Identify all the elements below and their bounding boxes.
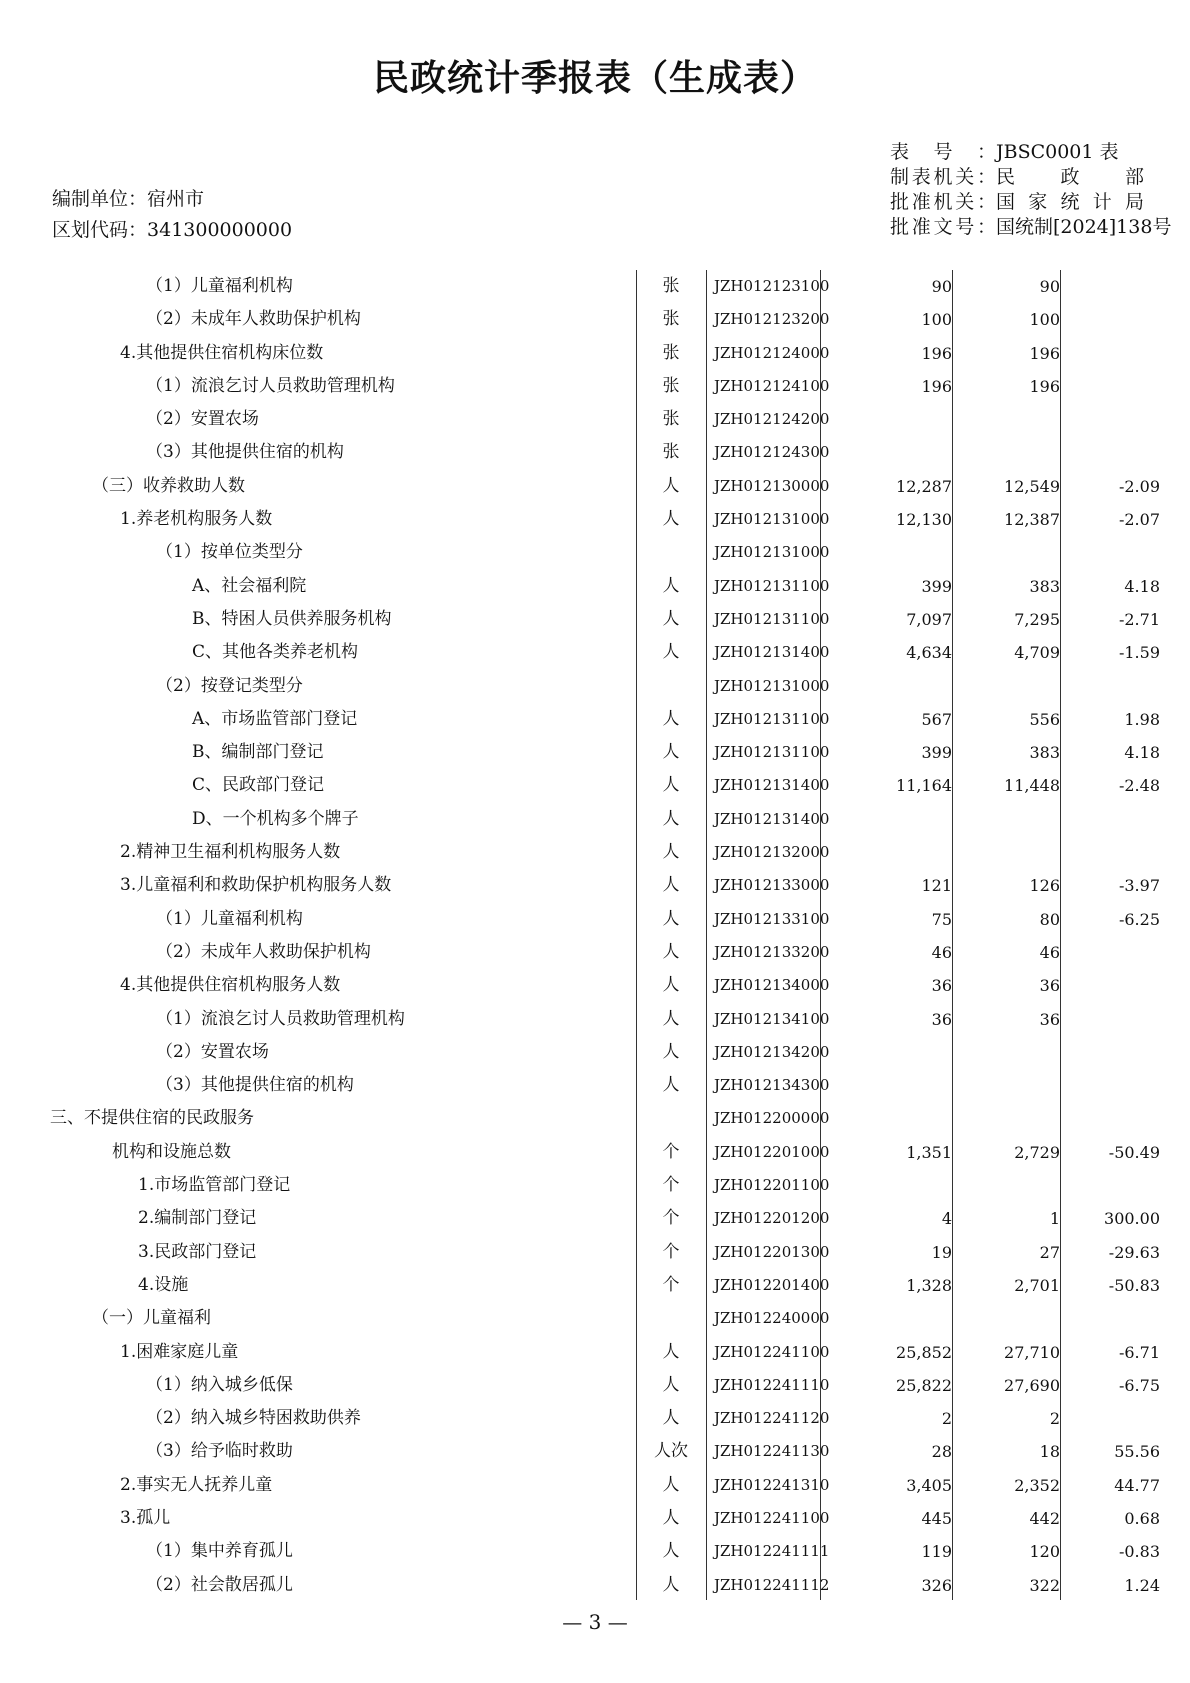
item-code: JZH012241310 xyxy=(714,1475,830,1494)
item-code: JZH012134200 xyxy=(714,1042,830,1061)
table-row xyxy=(0,1402,1190,1435)
previous-value: 2,352 xyxy=(1014,1475,1060,1495)
change-percent: -6.25 xyxy=(1118,909,1160,929)
current-value: 3,405 xyxy=(906,1475,952,1495)
meta-row xyxy=(890,190,1171,215)
table-row xyxy=(0,270,1190,303)
current-value: 2 xyxy=(941,1409,952,1429)
item-name: 2.编制部门登记 xyxy=(138,1208,257,1229)
previous-value: 11,448 xyxy=(1004,776,1060,796)
previous-value: 196 xyxy=(1029,343,1060,363)
item-code: JZH012133000 xyxy=(714,876,830,895)
item-code: JZH012201100 xyxy=(714,1176,830,1195)
previous-value: 196 xyxy=(1029,376,1060,396)
item-code: JZH012124100 xyxy=(714,376,830,395)
table-row xyxy=(0,436,1190,469)
table-row xyxy=(0,1569,1190,1602)
item-code: JZH012131000 xyxy=(714,543,830,562)
item-unit: 个 xyxy=(662,1274,680,1295)
table-row xyxy=(0,1336,1190,1369)
current-value: 36 xyxy=(931,1009,952,1029)
meta-key: 批准机关： xyxy=(890,191,996,213)
table-row xyxy=(0,736,1190,769)
table-row xyxy=(0,470,1190,503)
change-percent: 0.68 xyxy=(1124,1508,1160,1528)
table-row xyxy=(0,1136,1190,1169)
table-row xyxy=(0,1369,1190,1402)
item-code: JZH012131100 xyxy=(714,609,830,628)
item-unit: 个 xyxy=(662,1175,680,1196)
table-row xyxy=(0,1202,1190,1235)
item-name: B、特困人员供养服务机构 xyxy=(192,608,392,629)
previous-value xyxy=(952,803,1060,836)
previous-value: 100 xyxy=(1029,310,1060,330)
item-code: JZH012134100 xyxy=(714,1009,830,1028)
change-percent xyxy=(1060,303,1160,336)
item-unit: 人 xyxy=(662,1507,680,1528)
current-value xyxy=(830,403,952,436)
previous-value: 126 xyxy=(1029,876,1060,896)
item-code: JZH012131400 xyxy=(714,776,830,795)
meta-key: 制表机关： xyxy=(890,166,996,188)
current-value: 4,634 xyxy=(906,643,952,663)
item-name: B、编制部门登记 xyxy=(192,742,324,763)
change-percent: -50.83 xyxy=(1108,1275,1160,1295)
page-title: 民政统计季报表（生成表） xyxy=(372,58,817,99)
change-percent xyxy=(1060,1402,1160,1435)
change-percent: 55.56 xyxy=(1114,1442,1160,1462)
previous-value: 18 xyxy=(1039,1442,1060,1462)
current-value xyxy=(830,1102,952,1135)
table-row xyxy=(0,1036,1190,1069)
change-percent: 300.00 xyxy=(1104,1209,1160,1229)
table-row xyxy=(0,1435,1190,1468)
current-value: 25,822 xyxy=(896,1375,952,1395)
table-row xyxy=(0,603,1190,636)
item-unit: 人 xyxy=(662,608,680,629)
item-code: JZH012131100 xyxy=(714,743,830,762)
statistics-table xyxy=(0,270,1190,1602)
current-value xyxy=(830,536,952,569)
item-name: 3.民政部门登记 xyxy=(138,1241,257,1262)
item-unit: 张 xyxy=(662,276,680,296)
current-value xyxy=(830,670,952,703)
table-row xyxy=(0,670,1190,703)
change-percent xyxy=(1060,836,1160,869)
change-percent: -2.48 xyxy=(1118,776,1160,796)
table-row xyxy=(0,337,1190,370)
table-row xyxy=(0,1236,1190,1269)
current-value: 11,164 xyxy=(896,776,952,796)
item-code: JZH012241120 xyxy=(714,1409,830,1428)
item-unit: 人 xyxy=(662,808,680,829)
compiling-unit: 编制单位：宿州市 xyxy=(52,188,205,210)
table-row xyxy=(0,1102,1190,1135)
table-row xyxy=(0,1469,1190,1502)
item-name: 3.孤儿 xyxy=(120,1507,171,1528)
change-percent: -6.71 xyxy=(1118,1342,1160,1362)
current-value: 100 xyxy=(921,310,952,330)
header-right-info xyxy=(890,140,1171,240)
item-name: 4.设施 xyxy=(138,1274,189,1295)
previous-value: 27,710 xyxy=(1004,1342,1060,1362)
previous-value xyxy=(952,436,1060,469)
item-name: 2.精神卫生福利机构服务人数 xyxy=(120,842,341,863)
previous-value xyxy=(952,1036,1060,1069)
item-code: JZH012131100 xyxy=(714,576,830,595)
item-unit: 人 xyxy=(662,509,680,530)
item-unit: 人 xyxy=(662,975,680,996)
item-name: （2）安置农场 xyxy=(156,1041,269,1062)
table-row xyxy=(0,803,1190,836)
item-code: JZH012134000 xyxy=(714,976,830,995)
current-value: 19 xyxy=(931,1242,952,1262)
table-row xyxy=(0,1502,1190,1535)
item-name: （三）收养救助人数 xyxy=(92,475,245,496)
item-code: JZH012123100 xyxy=(714,277,830,295)
item-name: （2）按登记类型分 xyxy=(156,675,303,696)
item-unit: 张 xyxy=(662,409,680,430)
item-unit: 人 xyxy=(662,1408,680,1429)
previous-value: 120 xyxy=(1029,1542,1060,1562)
change-percent: 44.77 xyxy=(1114,1475,1160,1495)
current-value: 46 xyxy=(931,942,952,962)
meta-value: JBSC0001 表 xyxy=(996,141,1119,163)
change-percent xyxy=(1060,337,1160,370)
item-unit: 人 xyxy=(662,941,680,962)
meta-value: 国统制[2024]138号 xyxy=(996,216,1172,238)
change-percent: 4.18 xyxy=(1124,743,1160,763)
change-percent: -2.71 xyxy=(1118,609,1160,629)
previous-value: 12,549 xyxy=(1004,476,1060,496)
change-percent xyxy=(1060,1102,1160,1135)
item-name: 3.儿童福利和救助保护机构服务人数 xyxy=(120,875,392,896)
current-value: 399 xyxy=(921,743,952,763)
previous-value: 12,387 xyxy=(1004,510,1060,530)
item-unit: 人 xyxy=(662,575,680,596)
item-unit: 人 xyxy=(662,1374,680,1395)
table-row xyxy=(0,503,1190,536)
previous-value: 383 xyxy=(1029,576,1060,596)
item-name: （2）社会散居孤儿 xyxy=(146,1574,293,1595)
item-name: 三、不提供住宿的民政服务 xyxy=(50,1108,254,1129)
change-percent xyxy=(1060,270,1160,303)
table-row xyxy=(0,570,1190,603)
current-value: 121 xyxy=(921,876,952,896)
previous-value xyxy=(952,836,1060,869)
table-row xyxy=(0,936,1190,969)
previous-value: 442 xyxy=(1029,1508,1060,1528)
previous-value: 90 xyxy=(1039,277,1060,296)
item-name: A、市场监管部门登记 xyxy=(192,708,358,729)
table-row xyxy=(0,703,1190,736)
item-unit: 人 xyxy=(662,1574,680,1595)
item-unit: 人 xyxy=(662,842,680,863)
current-value xyxy=(830,1169,952,1202)
table-row xyxy=(0,536,1190,569)
item-code: JZH012241100 xyxy=(714,1342,830,1361)
item-name: （3）其他提供住宿的机构 xyxy=(146,442,344,463)
change-percent xyxy=(1060,1069,1160,1102)
change-percent xyxy=(1060,436,1160,469)
item-code: JZH012241130 xyxy=(714,1442,830,1461)
table-row xyxy=(0,903,1190,936)
item-unit: 人 xyxy=(662,475,680,496)
current-value: 7,097 xyxy=(906,609,952,629)
previous-value: 2,701 xyxy=(1014,1275,1060,1295)
item-code: JZH012201200 xyxy=(714,1209,830,1228)
item-name: （3）其他提供住宿的机构 xyxy=(156,1075,354,1096)
change-percent: -2.09 xyxy=(1118,476,1160,496)
item-name: （1）儿童福利机构 xyxy=(156,908,303,929)
change-percent: -3.97 xyxy=(1118,876,1160,896)
item-unit xyxy=(636,670,706,703)
item-code: JZH012133200 xyxy=(714,942,830,961)
change-percent xyxy=(1060,1169,1160,1202)
item-code: JZH012131100 xyxy=(714,709,830,728)
item-name: （1）集中养育孤儿 xyxy=(146,1541,293,1562)
current-value: 75 xyxy=(931,909,952,929)
change-percent: -50.49 xyxy=(1108,1142,1160,1162)
change-percent: -2.07 xyxy=(1118,510,1160,530)
meta-key: 批准文号： xyxy=(890,216,996,238)
table-row xyxy=(0,636,1190,669)
change-percent: -6.75 xyxy=(1118,1375,1160,1395)
change-percent: -29.63 xyxy=(1108,1242,1160,1262)
table-row xyxy=(0,1003,1190,1036)
item-code: JZH012124000 xyxy=(714,343,830,362)
current-value: 445 xyxy=(921,1508,952,1528)
previous-value xyxy=(952,403,1060,436)
item-name: 机构和设施总数 xyxy=(112,1141,231,1162)
item-unit: 人 xyxy=(662,642,680,663)
current-value: 28 xyxy=(931,1442,952,1462)
change-percent xyxy=(1060,1302,1160,1335)
item-name: 1.困难家庭儿童 xyxy=(120,1341,239,1362)
item-unit: 人 xyxy=(662,908,680,929)
previous-value xyxy=(952,1302,1060,1335)
item-code: JZH012201300 xyxy=(714,1242,830,1261)
item-unit: 张 xyxy=(662,442,680,463)
item-unit: 张 xyxy=(662,309,680,330)
item-name: （1）流浪乞讨人员救助管理机构 xyxy=(146,375,395,396)
current-value: 90 xyxy=(931,277,952,296)
item-name: （3）给予临时救助 xyxy=(146,1441,293,1462)
change-percent xyxy=(1060,536,1160,569)
table-row xyxy=(0,769,1190,802)
current-value: 1,328 xyxy=(906,1275,952,1295)
meta-value: 国家统计局 xyxy=(996,191,1144,213)
table-row xyxy=(0,1069,1190,1102)
change-percent: 1.24 xyxy=(1124,1575,1160,1595)
change-percent xyxy=(1060,803,1160,836)
current-value xyxy=(830,1069,952,1102)
previous-value xyxy=(952,1069,1060,1102)
item-unit: 人 xyxy=(662,1075,680,1096)
meta-key: 表号： xyxy=(890,141,996,163)
item-code: JZH012133100 xyxy=(714,909,830,928)
item-name: （1）流浪乞讨人员救助管理机构 xyxy=(156,1008,405,1029)
item-name: 4.其他提供住宿机构服务人数 xyxy=(120,975,341,996)
previous-value: 7,295 xyxy=(1014,609,1060,629)
table-row xyxy=(0,303,1190,336)
item-code: JZH012131000 xyxy=(714,510,830,529)
meta-row xyxy=(890,165,1171,190)
item-code: JZH012124200 xyxy=(714,410,830,429)
item-code: JZH012131000 xyxy=(714,676,830,695)
item-name: D、一个机构多个牌子 xyxy=(192,808,359,829)
current-value: 25,852 xyxy=(896,1342,952,1362)
item-code: JZH012131400 xyxy=(714,809,830,828)
change-percent xyxy=(1060,670,1160,703)
current-value: 567 xyxy=(921,709,952,729)
item-unit: 人 xyxy=(662,875,680,896)
item-unit: 个 xyxy=(662,1241,680,1262)
item-name: （1）纳入城乡低保 xyxy=(146,1374,293,1395)
item-name: C、其他各类养老机构 xyxy=(192,642,359,663)
previous-value: 36 xyxy=(1039,1009,1060,1029)
current-value: 12,287 xyxy=(896,476,952,496)
current-value: 326 xyxy=(921,1575,952,1595)
previous-value xyxy=(952,1102,1060,1135)
table-row xyxy=(0,969,1190,1002)
current-value: 119 xyxy=(921,1542,952,1562)
item-unit: 个 xyxy=(662,1141,680,1162)
previous-value: 2 xyxy=(1049,1409,1060,1429)
change-percent xyxy=(1060,1036,1160,1069)
header-left-info xyxy=(52,184,292,246)
item-unit: 人 xyxy=(662,742,680,763)
current-value: 12,130 xyxy=(896,510,952,530)
change-percent xyxy=(1060,403,1160,436)
current-value xyxy=(830,803,952,836)
item-unit: 人次 xyxy=(654,1441,688,1462)
previous-value: 383 xyxy=(1029,743,1060,763)
previous-value: 80 xyxy=(1039,909,1060,929)
previous-value: 1 xyxy=(1049,1209,1060,1229)
table-row xyxy=(0,1302,1190,1335)
item-name: 4.其他提供住宿机构床位数 xyxy=(120,342,324,363)
region-code: 区划代码：341300000000 xyxy=(52,219,293,241)
previous-value: 36 xyxy=(1039,976,1060,996)
item-unit: 人 xyxy=(662,1541,680,1562)
item-unit: 人 xyxy=(662,1041,680,1062)
item-code: JZH012124300 xyxy=(714,443,830,462)
table-row xyxy=(0,370,1190,403)
previous-value: 322 xyxy=(1029,1575,1060,1595)
table-row xyxy=(0,1535,1190,1568)
current-value: 1,351 xyxy=(906,1142,952,1162)
item-code: JZH012241110 xyxy=(714,1375,830,1394)
item-unit: 人 xyxy=(662,1341,680,1362)
item-code: JZH012123200 xyxy=(714,310,830,329)
item-code: JZH012130000 xyxy=(714,476,830,495)
item-code: JZH012241112 xyxy=(714,1575,830,1594)
item-code: JZH012241111 xyxy=(714,1542,830,1561)
change-percent: -0.83 xyxy=(1118,1542,1160,1562)
current-value: 196 xyxy=(921,343,952,363)
meta-value: 民政部 xyxy=(996,166,1144,188)
item-unit: 人 xyxy=(662,1474,680,1495)
item-name: 1.养老机构服务人数 xyxy=(120,509,273,530)
previous-value xyxy=(952,536,1060,569)
current-value xyxy=(830,1036,952,1069)
previous-value: 46 xyxy=(1039,942,1060,962)
item-name: （2）未成年人救助保护机构 xyxy=(156,941,371,962)
item-name: （2）安置农场 xyxy=(146,409,259,430)
item-unit xyxy=(636,536,706,569)
change-percent: 1.98 xyxy=(1124,709,1160,729)
current-value xyxy=(830,836,952,869)
current-value: 196 xyxy=(921,376,952,396)
change-percent xyxy=(1060,969,1160,1002)
previous-value xyxy=(952,1169,1060,1202)
item-unit: 张 xyxy=(662,375,680,396)
current-value: 4 xyxy=(941,1209,952,1229)
previous-value: 556 xyxy=(1029,709,1060,729)
item-code: JZH012200000 xyxy=(714,1109,830,1128)
page-number: — 3 — xyxy=(562,1610,628,1634)
previous-value: 2,729 xyxy=(1014,1142,1060,1162)
table-row xyxy=(0,403,1190,436)
item-name: 1.市场监管部门登记 xyxy=(138,1175,291,1196)
table-row xyxy=(0,836,1190,869)
meta-row xyxy=(890,140,1171,165)
item-code: JZH012201400 xyxy=(714,1275,830,1294)
item-unit xyxy=(636,1302,706,1335)
item-code: JZH012201000 xyxy=(714,1142,830,1161)
item-unit: 人 xyxy=(662,1008,680,1029)
item-code: JZH012241100 xyxy=(714,1508,830,1527)
item-name: （1）儿童福利机构 xyxy=(146,276,293,296)
item-name: 2.事实无人抚养儿童 xyxy=(120,1474,273,1495)
change-percent xyxy=(1060,936,1160,969)
change-percent xyxy=(1060,1003,1160,1036)
change-percent: 4.18 xyxy=(1124,576,1160,596)
current-value: 36 xyxy=(931,976,952,996)
previous-value: 27,690 xyxy=(1004,1375,1060,1395)
previous-value: 27 xyxy=(1039,1242,1060,1262)
item-name: C、民政部门登记 xyxy=(192,775,325,796)
item-code: JZH012132000 xyxy=(714,843,830,862)
current-value xyxy=(830,436,952,469)
change-percent xyxy=(1060,370,1160,403)
item-code: JZH012134300 xyxy=(714,1076,830,1095)
change-percent: -1.59 xyxy=(1118,643,1160,663)
item-code: JZH012131400 xyxy=(714,643,830,662)
previous-value: 4,709 xyxy=(1014,643,1060,663)
item-name: （2）纳入城乡特困救助供养 xyxy=(146,1408,361,1429)
table-row xyxy=(0,1269,1190,1302)
meta-row xyxy=(890,215,1171,240)
current-value xyxy=(830,1302,952,1335)
item-unit: 张 xyxy=(662,342,680,363)
item-unit xyxy=(636,1102,706,1135)
item-name: （一）儿童福利 xyxy=(92,1308,211,1329)
item-name: （1）按单位类型分 xyxy=(156,542,303,563)
item-unit: 人 xyxy=(662,775,680,796)
previous-value xyxy=(952,670,1060,703)
item-unit: 个 xyxy=(662,1208,680,1229)
table-row xyxy=(0,1169,1190,1202)
table-row xyxy=(0,869,1190,902)
current-value: 399 xyxy=(921,576,952,596)
item-name: A、社会福利院 xyxy=(192,575,307,596)
item-code: JZH012240000 xyxy=(714,1309,830,1328)
item-unit: 人 xyxy=(662,708,680,729)
item-name: （2）未成年人救助保护机构 xyxy=(146,309,361,330)
